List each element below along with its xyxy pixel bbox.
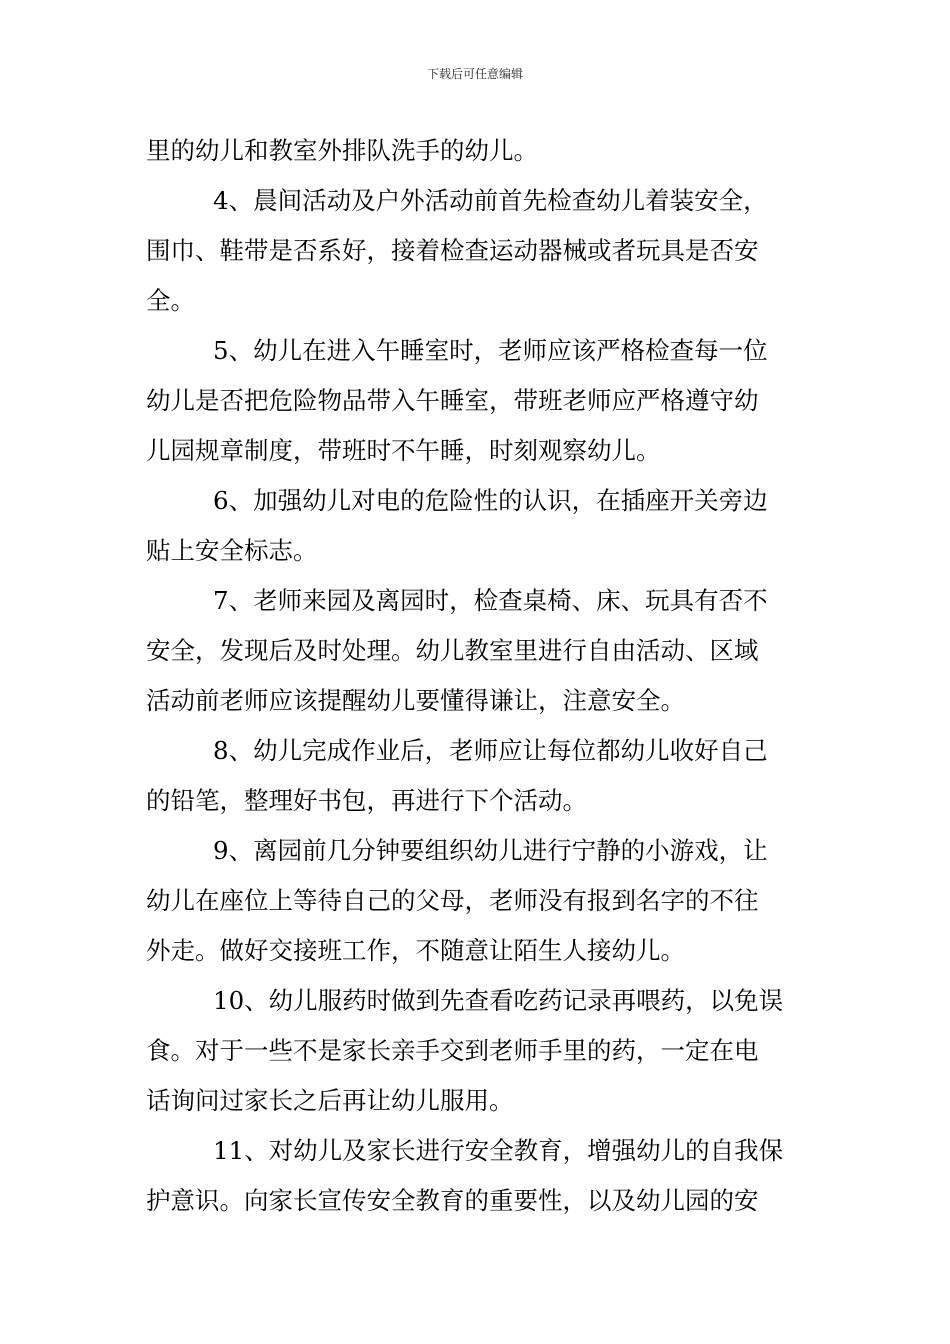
page-header: 下载后可任意编辑 bbox=[426, 67, 523, 81]
text-line: 里的幼儿和教室外排队洗手的幼儿。 bbox=[146, 136, 538, 165]
text-line: 活动前老师应该提醒幼儿要懂得谦让，注意安全。 bbox=[146, 686, 685, 715]
text-line: 的铅笔，整理好书包，再进行下个活动。 bbox=[146, 786, 587, 815]
text-line: 安全，发现后及时处理。幼儿教室里进行自由活动、区域 bbox=[146, 636, 759, 665]
text-line: 外走。做好交接班工作，不随意让陌生人接幼儿。 bbox=[146, 936, 685, 965]
text-line: 贴上安全标志。 bbox=[146, 536, 318, 565]
paragraph-5-start: 5、幼儿在进入午睡室时，老师应该严格检查每一位 bbox=[213, 336, 768, 365]
document-body bbox=[146, 126, 808, 1226]
text-line: 食。对于一些不是家长亲手交到老师手里的药，一定在电 bbox=[146, 1036, 759, 1065]
paragraph-8-start: 8、幼儿完成作业后，老师应让每位都幼儿收好自己 bbox=[213, 736, 768, 765]
text-line: 全。 bbox=[146, 286, 195, 315]
paragraph-7-start: 7、老师来园及离园时，检查桌椅、床、玩具有否不 bbox=[213, 586, 768, 615]
paragraph-11-start: 11、对幼儿及家长进行安全教育，增强幼儿的自我保 bbox=[213, 1136, 784, 1165]
paragraph-9-start: 9、离园前几分钟要组织幼儿进行宁静的小游戏，让 bbox=[213, 836, 768, 865]
paragraph-10-start: 10、幼儿服药时做到先查看吃药记录再喂药，以免误 bbox=[213, 986, 784, 1015]
text-line: 幼儿在座位上等待自己的父母，老师没有报到名字的不往 bbox=[146, 886, 759, 915]
paragraph-6-start: 6、加强幼儿对电的危险性的认识，在插座开关旁边 bbox=[213, 486, 768, 515]
paragraph-4-start: 4、晨间活动及户外活动前首先检查幼儿着装安全， bbox=[213, 186, 768, 215]
text-line: 围巾、鞋带是否系好，接着检查运动器械或者玩具是否安 bbox=[146, 236, 759, 265]
text-line: 护意识。向家长宣传安全教育的重要性，以及幼儿园的安 bbox=[146, 1186, 759, 1215]
text-line: 话询问过家长之后再让幼儿服用。 bbox=[146, 1086, 514, 1115]
text-line: 幼儿是否把危险物品带入午睡室，带班老师应严格遵守幼 bbox=[146, 386, 759, 415]
text-line: 儿园规章制度，带班时不午睡，时刻观察幼儿。 bbox=[146, 436, 661, 465]
